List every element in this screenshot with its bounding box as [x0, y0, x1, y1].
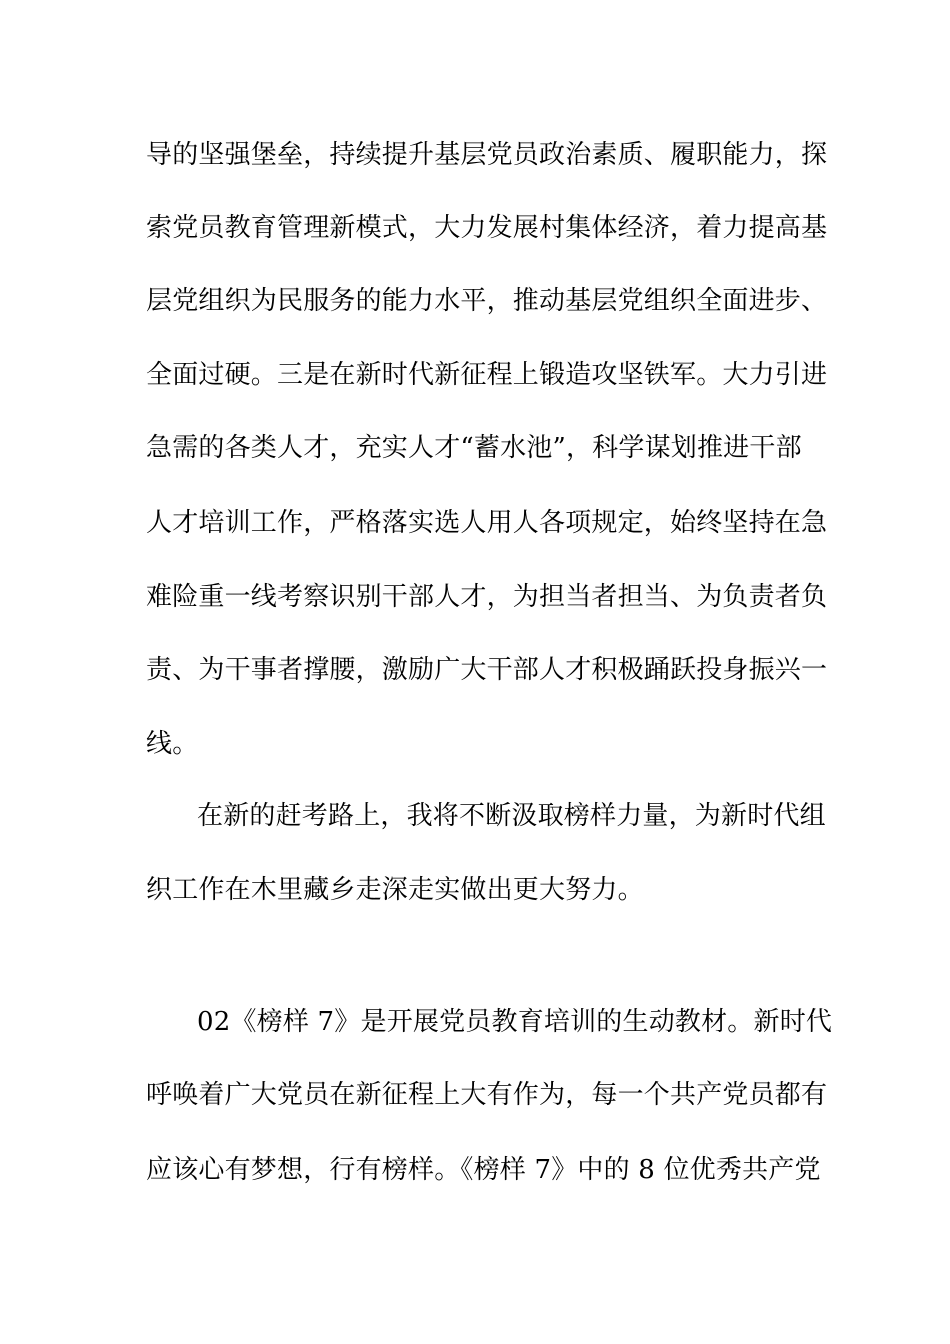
body-text-line: 织工作在木里藏乡走深走实做出更大努力。: [146, 875, 644, 905]
body-text-line: 责、为干事者撑腰，激励广大干部人才积极踊跃投身振兴一: [146, 655, 828, 685]
body-text-line: 应该心有梦想，行有榜样。《榜样 7》中的 8 位优秀共产党: [146, 1155, 821, 1185]
body-text-line: 急需的各类人才，充实人才“蓄水池”，科学谋划推进干部: [146, 433, 802, 463]
body-text-line: 层党组织为民服务的能力水平，推动基层党组织全面进步、: [146, 286, 828, 316]
body-text-line: 难险重一线考察识别干部人才，为担当者担当、为负责者负: [146, 582, 828, 612]
body-text-line: 呼唤着广大党员在新征程上大有作为，每一个共产党员都有: [146, 1080, 828, 1110]
body-text-line: 在新的赶考路上，我将不断汲取榜样力量，为新时代组: [197, 801, 826, 831]
body-text-line: 索党员教育管理新模式，大力发展村集体经济，着力提高基: [146, 213, 828, 243]
body-text-line: 线。: [146, 729, 199, 759]
body-text-line: 全面过硬。三是在新时代新征程上锻造攻坚铁军。大力引进: [146, 360, 828, 390]
body-text-line: 导的坚强堡垒，持续提升基层党员政治素质、履职能力，探: [146, 140, 828, 170]
body-text-line: 02《榜样 7》是开展党员教育培训的生动教材。新时代: [197, 1007, 833, 1037]
body-text-line: 人才培训工作，严格落实选人用人各项规定，始终坚持在急: [146, 508, 828, 538]
